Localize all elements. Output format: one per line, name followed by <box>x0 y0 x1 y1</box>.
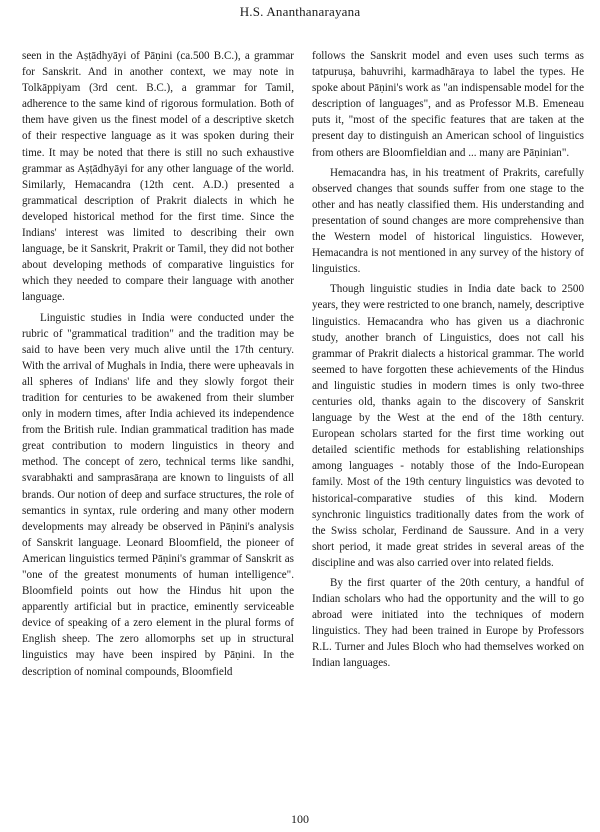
running-head: H.S. Ananthanarayana <box>239 4 361 19</box>
paragraph: seen in the Aṣṭādhyāyi of Pāṇini (ca.500 B.C.), a grammar for Sanskrit. And in another context, we may note in Tolkāppiyam (3rd cent. B.C.), a grammar for Tamil, adherence to the same kind of rigorous formulation. Both of them have given us the finest model of a descriptive sketch of their respective language as it was spoken during their time. It may be noted that there is still no such exhaustive grammar as Aṣṭādhyāyi for any other language of the world. Similarly, Hemacandra (12th cent. A.D.) presented a grammatical description of Prakrit dialects in which he developed historical method for the first time. Since the Indians' interest was limited to describing their own language, be it Sanskrit, Prakrit or Tamil, they did not bother about developing methods of comparative linguistics for which they needed to compare their language with another language. <box>22 50 294 304</box>
page-number: 100 <box>291 812 309 826</box>
paragraph: Hemacandra has, in his treatment of Prakrits, carefully observed changes that sounds suffer from one stage to the other and has neatly classified them. His understanding and presentation of sound changes are more comprehensive than the Western model of historical linguistics. However, Hemacandra is not mentioned in any survey of the history of linguistics. <box>312 166 584 276</box>
paragraph: Though linguistic studies in India date back to 2500 years, they were restricted to one branch, namely, descriptive linguistics. Hemacandra who has given us a diachronic study, another branch of Linguistics, does not call his grammar of Prakrit dialects a historical grammar. The world seemed to have forgotten these achievements of the Hindus and linguistic studies in modern times is only two-three centuries old, thanks again to the discovery of Sanskrit language by the West at the end of the 18th century. European scholars started for the first time working out detailed scientific methods for establishing relationships among languages - notably those of the Indo-European family. Most of the 19th century linguistics was devoted to historical-comparative studies of this kind. Modern synchronic linguistics traditionally dates from the work of the Swiss scholar, Ferdinand de Saussure. And in a very short period, it made great strides in several areas of the discipline and was also carried over into related fields. <box>312 283 584 569</box>
paragraph: By the first quarter of the 20th century, a handful of Indian scholars who had the opportunity and the will to go abroad were initiated into the techniques of modern linguistics. They had been trained in Europe by Professors R.L. Turner and Jules Bloch who had themselves worked on Indian languages. <box>312 577 584 670</box>
paragraph: follows the Sanskrit model and even uses such terms as tatpuruṣa, bahuvrihi, karmadhāraya to label the types. He spoke about Pāṇini's work as "an indispensable model for the description of languages", and as Professor M.B. Emeneau puts it, "most of the specific features that are taken at the present day to distinguish an American school of linguistics from others are Bloomfieldian and ... many are Pāṇinian". <box>312 50 584 159</box>
left-column <box>22 48 294 684</box>
right-column <box>312 48 584 676</box>
paragraph: Linguistic studies in India were conducted under the rubric of "grammatical tradition" and the tradition may be said to have been very much alive until the 17th century. With the arrival of Mughals in India, there were upheavals in all spheres of Indians' life and they slowly forgot their tradition for centuries to be awakened from their slumber only in modern times, after India achieved its independence from the British rule. Indian grammatical tradition has made great contribution to modern linguistics in theory and method. The concept of zero, technical terms like sandhi, svarabhakti and samprasāraṇa are known to linguists of all brands. Our notion of deep and surface structures, the role of semantics in syntax, rule ordering and many other modern developments may already be observed in Pāṇini's analysis of Sanskrit language. Leonard Bloomfield, the pioneer of American linguistics termed Pāṇini's grammar of Sanskrit as "one of the greatest monuments of human intelligence". Bloomfield points out how the Hindus hit upon the apparently artificial but in practice, eminently serviceable device of speaking of a zero element in the plural forms of English sheep. The zero allomorphs set up in structural linguistics may have been inspired by Pāṇini. In the description of nominal compounds, Bloomfield <box>22 311 294 678</box>
